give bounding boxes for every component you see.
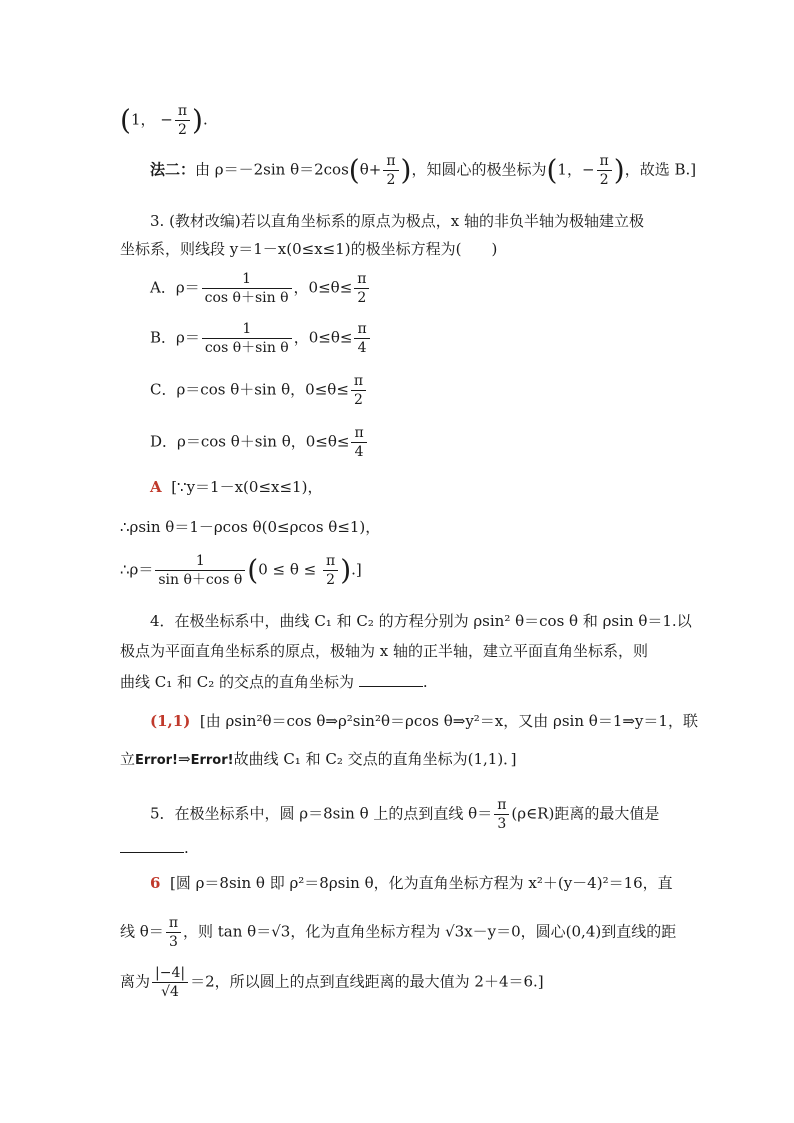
q4-answer-value: (1,1) [150, 712, 191, 730]
q5-answer-line2: 线 θ＝ $\frac{\pi}{3}$ ，则 tan θ＝√3，化为直角坐标方程为 √3x－y＝0，圆心(0,4)到直线的距 [120, 915, 677, 950]
q3-option-d: D．ρ＝cos θ＋sin θ，0≤θ≤ $\frac{\pi}{4}$ [150, 424, 674, 461]
q4-stem-line2: 极点为平面直角坐标系的原点，极轴为 x 轴的正半轴，建立平面直角坐标系，则 [120, 642, 648, 660]
q5-answer-line3: 离为 $\frac{|-4|}{√4}$ ＝2，所以圆上的点到直线距离的最大值为 2＋4＝6.] [120, 965, 544, 1000]
pi-over-2-fraction: $\frac{\pi}{2}$ [175, 102, 190, 139]
q3-option-c: C．ρ＝cos θ＋sin θ，0≤θ≤ $\frac{\pi}{2}$ [150, 372, 674, 409]
q3-option-a: A．ρ＝ $\frac{1}{\text{cos θ＋sin θ}}$ ，0≤θ≤ $\frac{\pi}{2}$ [150, 270, 674, 307]
answer-blank [120, 838, 184, 853]
q5-stem-line2: . [120, 838, 674, 857]
q3-answer-line1: A [∵y＝1－x(0≤x≤1)， [150, 478, 323, 496]
q3-answer-line3: ∴ρ＝ $\frac{1}{\text{sin θ＋cos θ}}$ (0 ≤ θ ≤ $\frac{\pi}{2}$ ).] [120, 553, 362, 588]
q5-answer-value: 6 [150, 874, 161, 892]
q3-answer-line2: ∴ρsin θ＝1－ρcos θ(0≤ρcos θ≤1)， [120, 518, 381, 536]
q5-stem-line1: 5．在极坐标系中，圆 ρ＝8sin θ 上的点到直线 θ＝ $\frac{\pi}{3}$ (ρ∈R)距离的最大值是 [150, 797, 660, 832]
q3-answer-letter: A [150, 478, 162, 496]
q4-stem-line3: 曲线 C₁ 和 C₂ 的交点的直角坐标为 . [120, 673, 428, 691]
q4-answer-line2: 立Error!⇒Error!故曲线 C₁ 和 C₂ 交点的直角坐标为(1,1)．] [120, 750, 517, 768]
option-a-fraction: $\frac{1}{\text{cos θ＋sin θ}}$ [202, 270, 292, 307]
method-two-line: 法二：由 ρ＝－2sin θ＝2cos(θ+ $\frac{\pi}{2}$ )，知圆心的极坐标为(1，− $\frac{\pi}{2}$ )，故选 B.] [150, 153, 697, 188]
q5-answer-line1: 6 [圆 ρ＝8sin θ 即 ρ²＝8ρsin θ，化为直角坐标方程为 x²＋(y－4)²＝16，直 [150, 874, 673, 892]
pi-over-2-fraction: $\frac{\pi}{2}$ [383, 152, 398, 189]
pi-over-2-fraction: $\frac{\pi}{2}$ [597, 152, 612, 189]
q4-answer-line1: (1,1) [由 ρsin²θ＝cos θ⇒ρ²sin²θ＝ρcos θ⇒y²＝x，又由 ρsin θ＝1⇒y＝1，联 [150, 712, 698, 730]
option-b-fraction: $\frac{1}{\text{cos θ＋sin θ}}$ [202, 320, 292, 357]
prev-coordinate-line: (1， − $\frac{\pi}{2}$ ). [120, 103, 208, 138]
q3-option-b: B．ρ＝ $\frac{1}{\text{cos θ＋sin θ}}$ ，0≤θ≤ $\frac{\pi}{4}$ [150, 320, 674, 357]
q3-stem-line2: 坐标系，则线段 y＝1－x(0≤x≤1)的极坐标方程为( ) [120, 240, 498, 258]
answer-blank [359, 672, 423, 687]
q3-stem-line1: 3. (教材改编)若以直角坐标系的原点为极点，x 轴的非负半轴为极轴建立极 [150, 212, 645, 230]
q4-stem-line1: 4．在极坐标系中，曲线 C₁ 和 C₂ 的方程分别为 ρsin² θ＝cos θ 和 ρsin θ＝1.以 [150, 612, 692, 630]
